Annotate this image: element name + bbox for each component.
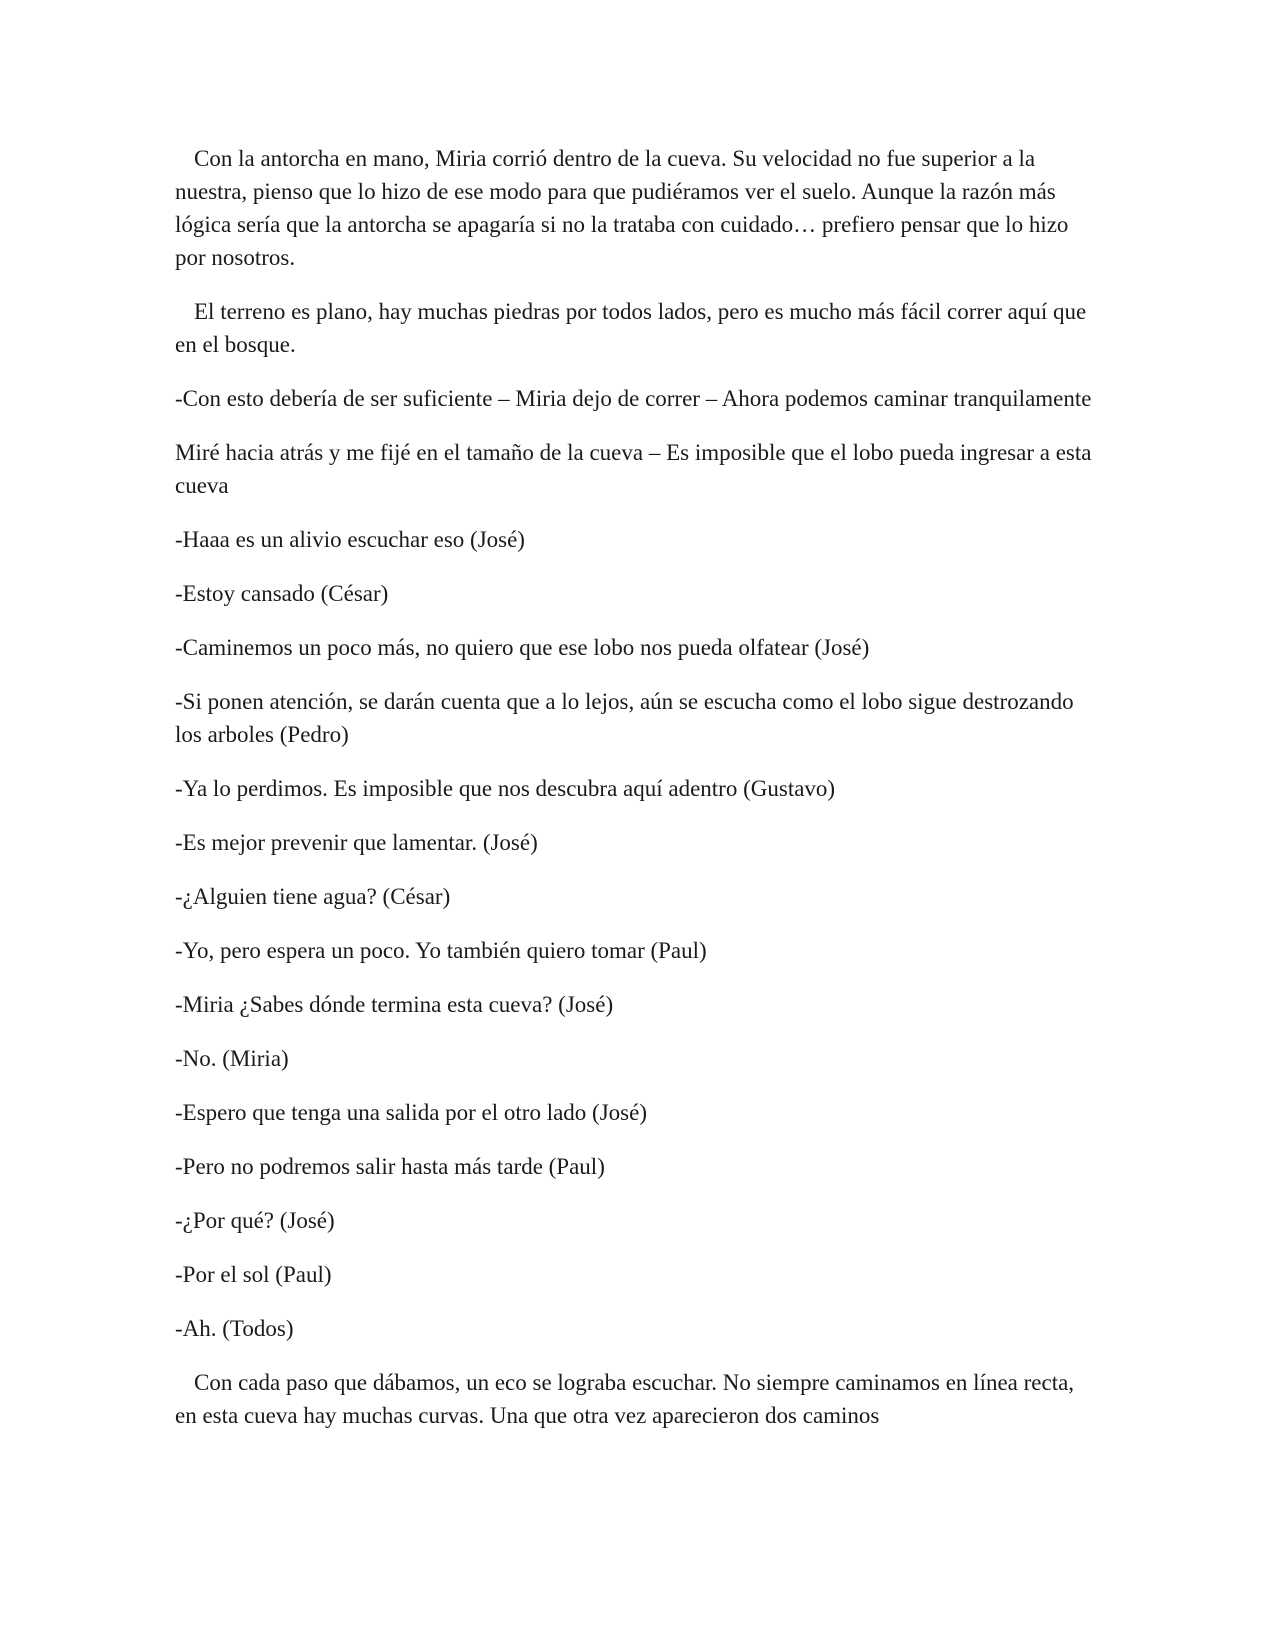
paragraph-6: -Estoy cansado (César) bbox=[175, 581, 389, 606]
paragraph-11: -¿Alguien tiene agua? (César) bbox=[175, 884, 451, 909]
paragraph-20: Con cada paso que dábamos, un eco se lograba escuchar. No siempre caminamos en línea recta, en esta cueva hay muchas curvas. Una que otra vez aparecieron dos caminos bbox=[175, 1370, 1075, 1428]
paragraph-2: El terreno es plano, hay muchas piedras por todos lados, pero es mucho más fácil correr aquí que en el bosque. bbox=[175, 299, 1087, 357]
paragraph-17: -¿Por qué? (José) bbox=[175, 1208, 335, 1233]
paragraph-1: Con la antorcha en mano, Miria corrió dentro de la cueva. Su velocidad no fue superior a la nuestra, pienso que lo hizo de ese modo para que pudiéramos ver el suelo. Aunque la razón más lógica sería que la antorcha se apagaría si no la trataba con cuidado… prefiero pensar que lo hizo por nosotros. bbox=[175, 146, 1069, 270]
paragraph-14: -No. (Miria) bbox=[175, 1046, 289, 1071]
paragraph-9: -Ya lo perdimos. Es imposible que nos descubra aquí adentro (Gustavo) bbox=[175, 776, 836, 801]
paragraph-7: -Caminemos un poco más, no quiero que ese lobo nos pueda olfatear (José) bbox=[175, 635, 870, 660]
document-body bbox=[175, 142, 1095, 1453]
paragraph-18: -Por el sol (Paul) bbox=[175, 1262, 332, 1287]
paragraph-5: -Haaa es un alivio escuchar eso (José) bbox=[175, 527, 525, 552]
paragraph-19: -Ah. (Todos) bbox=[175, 1316, 294, 1341]
paragraph-16: -Pero no podremos salir hasta más tarde (Paul) bbox=[175, 1154, 605, 1179]
paragraph-12: -Yo, pero espera un poco. Yo también quiero tomar (Paul) bbox=[175, 938, 707, 963]
paragraph-4: Miré hacia atrás y me fijé en el tamaño de la cueva – Es imposible que el lobo pueda ingresar a esta cueva bbox=[175, 440, 1092, 498]
paragraph-8: -Si ponen atención, se darán cuenta que a lo lejos, aún se escucha como el lobo sigue destrozando los arboles (Pedro) bbox=[175, 689, 1074, 747]
paragraph-3: -Con esto debería de ser suficiente – Miria dejo de correr – Ahora podemos caminar tranquilamente bbox=[175, 386, 1092, 411]
paragraph-13: -Miria ¿Sabes dónde termina esta cueva? (José) bbox=[175, 992, 614, 1017]
paragraph-15: -Espero que tenga una salida por el otro lado (José) bbox=[175, 1100, 647, 1125]
paragraph-10: -Es mejor prevenir que lamentar. (José) bbox=[175, 830, 538, 855]
